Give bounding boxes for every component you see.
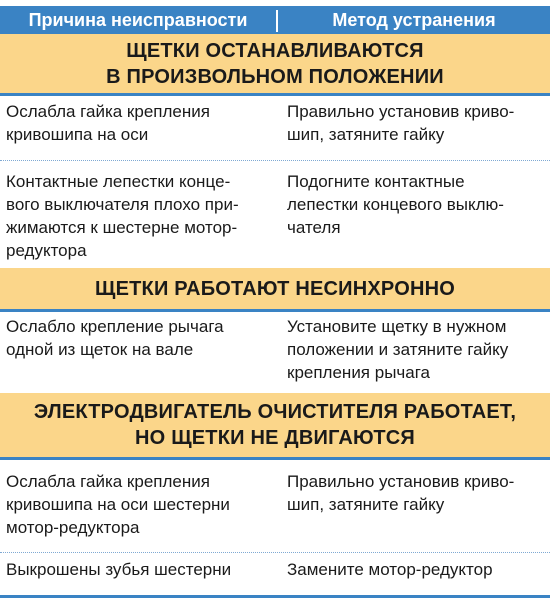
section-rule <box>0 93 550 96</box>
section-rule <box>0 457 550 460</box>
section-rule <box>0 309 550 312</box>
section-title-text: ЭЛЕКТРОДВИГАТЕЛЬ ОЧИСТИТЕЛЯ РАБОТАЕТ, НО ЩЕТКИ НЕ ДВИГАЮТСЯ <box>33 401 517 449</box>
cause-cell: Контактные лепестки концe- вого выключателя плохо при- жимаются к шестерне мотор- редуктора <box>6 172 239 260</box>
fix-cell: Замените мотор-редуктор <box>287 560 493 579</box>
fix-cell: Правильно установив криво- шип, затяните гайку <box>287 472 515 514</box>
row-separator <box>0 552 550 553</box>
section-title <box>0 268 550 309</box>
cause-cell: Ослабло крепление рычага одной из щеток на вале <box>6 317 224 359</box>
fix-cell: Подогните контактные лепестки концевого выклю- чателя <box>287 172 504 237</box>
row-separator <box>0 160 550 161</box>
table-header <box>0 6 550 34</box>
cause-cell: Выкрошены зубья шестерни <box>6 560 232 579</box>
section-title <box>0 393 550 457</box>
section-title-text: ЩЕТКИ РАБОТАЮТ НЕСИНХРОННО <box>95 277 455 300</box>
section-title <box>0 34 550 93</box>
cause-cell: Ослабла гайка крепления кривошипа на оси <box>6 102 210 144</box>
header-fix: Метод устранения <box>332 10 496 30</box>
section-title-text: ЩЕТКИ ОСТАНАВЛИВАЮТСЯ В ПРОИЗВОЛЬНОМ ПОЛОЖЕНИИ <box>106 39 444 88</box>
table-bottom-rule <box>0 595 550 598</box>
header-cause: Причина неисправности <box>28 10 248 30</box>
fix-cell: Правильно установив криво- шип, затяните гайку <box>287 102 515 144</box>
cause-cell: Ослабла гайка крепления кривошипа на оси шестерни мотор-редуктора <box>6 472 230 537</box>
fix-cell: Установите щетку в нужном положении и затяните гайку крепления рычага <box>287 317 509 382</box>
